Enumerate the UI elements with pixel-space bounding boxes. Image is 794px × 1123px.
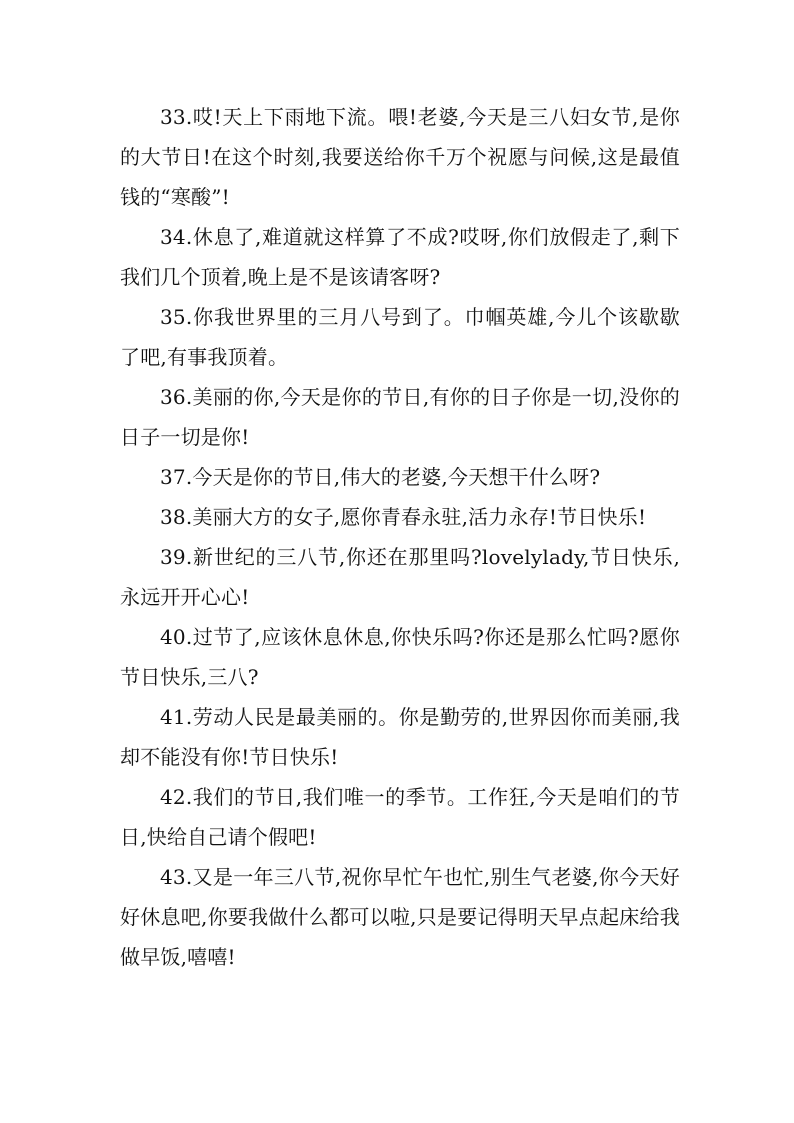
- paragraph-40: 40.过节了,应该休息休息,你快乐吗?你还是那么忙吗?愿你节日快乐,三八?: [120, 625, 680, 689]
- paragraph-37: 37.今天是你的节日,伟大的老婆,今天想干什么呀?: [160, 465, 601, 489]
- paragraph-34: 34.休息了,难道就这样算了不成?哎呀,你们放假走了,剩下我们几个顶着,晚上是不是该请客呀?: [120, 225, 680, 289]
- paragraph-36: 36.美丽的你,今天是你的节日,有你的日子你是一切,没你的日子一切是你!: [120, 385, 680, 449]
- paragraph-42: 42.我们的节日,我们唯一的季节。工作狂,今天是咱们的节日,快给自己请个假吧!: [120, 785, 680, 849]
- paragraph-39: 39.新世纪的三八节,你还在那里吗?lovelylady,节日快乐,永远开开心心!: [120, 545, 680, 609]
- paragraph-41: 41.劳动人民是最美丽的。你是勤劳的,世界因你而美丽,我却不能没有你!节日快乐!: [120, 705, 680, 769]
- document-body: [120, 97, 680, 977]
- paragraph-35: 35.你我世界里的三月八号到了。巾帼英雄,今儿个该歇歇了吧,有事我顶着。: [120, 305, 680, 369]
- paragraph-33: 33.哎!天上下雨地下流。喂!老婆,今天是三八妇女节,是你的大节日!在这个时刻,我要送给你千万个祝愿与问候,这是最值钱的“寒酸”!: [120, 105, 680, 209]
- paragraph-43: 43.又是一年三八节,祝你早忙午也忙,别生气老婆,你今天好好休息吧,你要我做什么都可以啦,只是要记得明天早点起床给我做早饭,嘻嘻!: [120, 865, 680, 969]
- paragraph-38: 38.美丽大方的女子,愿你青春永驻,活力永存!节日快乐!: [160, 505, 647, 529]
